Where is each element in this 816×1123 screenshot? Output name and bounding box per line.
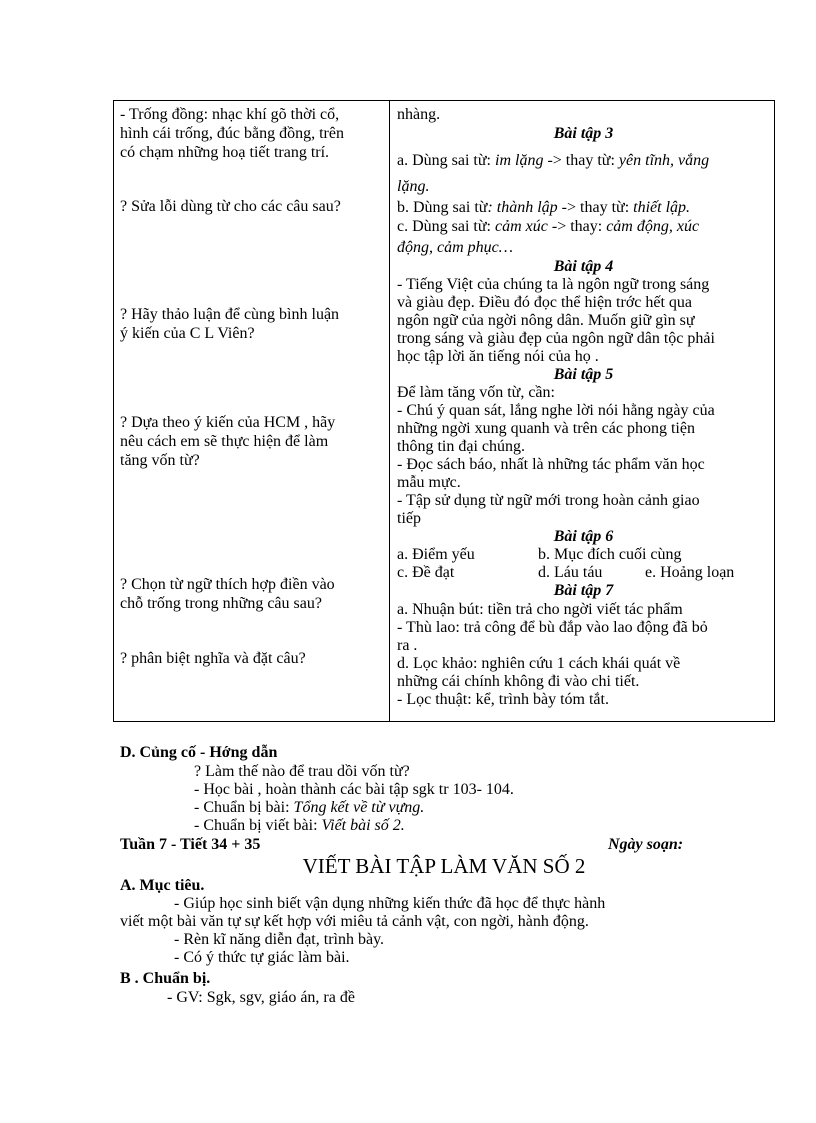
left-q2: ? Sửa lỗi dùng từ cho các câu sau? bbox=[120, 198, 341, 215]
left-q1-line2: hình cái trống, đúc bằng đồng, trên bbox=[120, 125, 344, 142]
section-d-line4 bbox=[194, 817, 405, 835]
bai-tap-7-title: Bài tập 7 bbox=[553, 582, 614, 599]
bt7-d2: những cái chính không đi vào chi tiết. bbox=[397, 673, 640, 690]
bt6-b: b. Mục đích cuối cùng bbox=[538, 546, 682, 563]
bt7-d1: d. Lọc khảo: nghiên cứu 1 cách khái quát về bbox=[397, 655, 681, 672]
bt6-d: d. Láu táu bbox=[538, 564, 603, 581]
bt4-line5: học tập lời ăn tiếng nói của họ . bbox=[397, 348, 599, 365]
bt5-line2: - Chú ý quan sát, lắng nghe lời nói hằng ngày của bbox=[397, 402, 715, 419]
bt3-b-mid: -> thay từ: bbox=[557, 199, 634, 216]
bt3-a-wrong: im lặng bbox=[495, 152, 544, 169]
left-q1-line3: có chạm những hoạ tiết trang trí. bbox=[120, 144, 330, 161]
bt5-line8: tiếp bbox=[397, 510, 421, 527]
bai-tap-5-title: Bài tập 5 bbox=[553, 366, 614, 383]
bt4-line2: và giàu đẹp. Điều đó đọc thể hiện trớc hết qua bbox=[397, 294, 693, 311]
bt5-line4: thông tin đại chúng. bbox=[397, 438, 525, 455]
section-a-line1: - Giúp học sinh biết vận dụng những kiến thức đã học để thực hành bbox=[174, 895, 606, 912]
section-d-line4-italic: Viết bài số 2. bbox=[321, 817, 405, 834]
bt3-b-wrong: : thành lập bbox=[487, 199, 558, 216]
section-b-line1: - GV: Sgk, sgv, giáo án, ra đề bbox=[167, 989, 355, 1006]
section-b-title: B . Chuẩn bị. bbox=[120, 970, 211, 987]
right-nhang: nhàng. bbox=[397, 106, 441, 123]
bt3-c-right: cảm động, xúc bbox=[606, 218, 700, 235]
bt3-a-mid: -> thay từ: bbox=[543, 152, 619, 169]
bt3-c-pre: c. Dùng sai từ: bbox=[397, 218, 495, 235]
bt4-line3: ngôn ngữ của ngời nông dân. Muốn giữ gìn sự bbox=[397, 312, 695, 329]
bt5-line1: Để làm tăng vốn từ, cần: bbox=[397, 384, 555, 401]
bt7-a: a. Nhuận bút: tiền trả cho ngời viết tác phẩm bbox=[397, 601, 683, 618]
section-a-line4: - Có ý thức tự giác làm bài. bbox=[174, 949, 350, 966]
left-q4-line3: tăng vốn từ? bbox=[120, 452, 200, 469]
bai-tap-3-title: Bài tập 3 bbox=[553, 125, 614, 142]
left-q6: ? phân biệt nghĩa và đặt câu? bbox=[120, 650, 306, 667]
section-d-line4-pre: - Chuẩn bị viết bài: bbox=[194, 817, 322, 834]
left-q3-line2: ý kiến của C L Viên? bbox=[120, 325, 255, 342]
section-d-line1: ? Làm thế nào để trau dồi vốn từ? bbox=[194, 763, 410, 780]
column-divider bbox=[389, 101, 390, 721]
left-q5-line2: chỗ trống trong những câu sau? bbox=[120, 595, 322, 612]
bt7-b2: ra . bbox=[397, 637, 418, 654]
bt5-line6: mẫu mực. bbox=[397, 474, 461, 491]
section-d-title: D. Củng cố - Hớng dẫn bbox=[120, 744, 278, 761]
section-d-line3-italic: Tổng kết về từ vựng. bbox=[293, 799, 425, 816]
left-q5-line1: ? Chọn từ ngữ thích hợp điền vào bbox=[120, 576, 335, 593]
bt3-b-right: thiết lập. bbox=[633, 199, 691, 216]
section-a-title: A. Mục tiêu. bbox=[120, 877, 205, 894]
bt3-b-pre: b. Dùng sai từ bbox=[397, 199, 488, 216]
bt3-a-pre: a. Dùng sai từ: bbox=[397, 152, 495, 169]
left-q1-line1: - Trống đồng: nhạc khí gõ thời cổ, bbox=[120, 106, 340, 123]
bt3-line-a bbox=[397, 152, 709, 170]
bt3-line-a2: lặng. bbox=[397, 178, 430, 195]
bt7-b1: - Thù lao: trả công để bù đắp vào lao động đã bỏ bbox=[397, 619, 708, 636]
bt5-line5: - Đọc sách báo, nhất là những tác phẩm văn học bbox=[397, 456, 705, 473]
bt5-line7: - Tập sử dụng từ ngữ mới trong hoàn cảnh giao bbox=[397, 492, 700, 509]
left-q3-line1: ? Hãy thảo luận để cùng bình luận bbox=[120, 306, 340, 323]
lesson-week-period: Tuần 7 - Tiết 34 + 35 bbox=[120, 836, 261, 853]
section-d-line3-pre: - Chuẩn bị bài: bbox=[194, 799, 294, 816]
section-a-line3: - Rèn kĩ năng diễn đạt, trình bày. bbox=[174, 931, 385, 948]
bt6-e: e. Hoảng loạn bbox=[645, 564, 735, 581]
lesson-date-label: Ngày soạn: bbox=[608, 836, 684, 853]
left-q4-line2: nêu cách em sẽ thực hiện để làm bbox=[120, 433, 329, 450]
bai-tap-6-title: Bài tập 6 bbox=[553, 528, 614, 545]
bt5-line3: những ngời xung quanh và trên các phong tiện bbox=[397, 420, 695, 437]
section-d-line2: - Học bài , hoàn thành các bài tập sgk tr 103- 104. bbox=[194, 781, 514, 798]
bt3-line-c bbox=[397, 218, 699, 236]
bt3-line-c2: động, cảm phục… bbox=[397, 239, 513, 256]
lesson-table bbox=[113, 100, 775, 722]
section-a-line2: viết một bài văn tự sự kết hợp với miêu tả cảnh vật, con ngời, hành động. bbox=[120, 913, 589, 930]
bt7-e: - Lọc thuật: kể, trình bày tóm tắt. bbox=[397, 691, 609, 708]
bt6-c: c. Đề đạt bbox=[397, 564, 455, 581]
left-q4-line1: ? Dựa theo ý kiến của HCM , hãy bbox=[120, 414, 336, 431]
bt6-a: a. Điểm yếu bbox=[397, 546, 475, 563]
bt4-line1: - Tiếng Việt của chúng ta là ngôn ngữ trong sáng bbox=[397, 276, 710, 293]
bt3-c-mid: -> thay: bbox=[547, 218, 607, 235]
lesson-heading: VIẾT BÀI TẬP LÀM VĂN SỐ 2 bbox=[302, 854, 586, 878]
section-d-line3 bbox=[194, 799, 424, 817]
bt3-line-b bbox=[397, 199, 690, 217]
bt4-line4: trong sáng và giàu đẹp của ngôn ngữ dân tộc phải bbox=[397, 330, 715, 347]
bt3-c-wrong: cảm xúc bbox=[495, 218, 548, 235]
bt3-a-right: yên tĩnh, vắng bbox=[618, 152, 710, 169]
bai-tap-4-title: Bài tập 4 bbox=[553, 258, 614, 275]
